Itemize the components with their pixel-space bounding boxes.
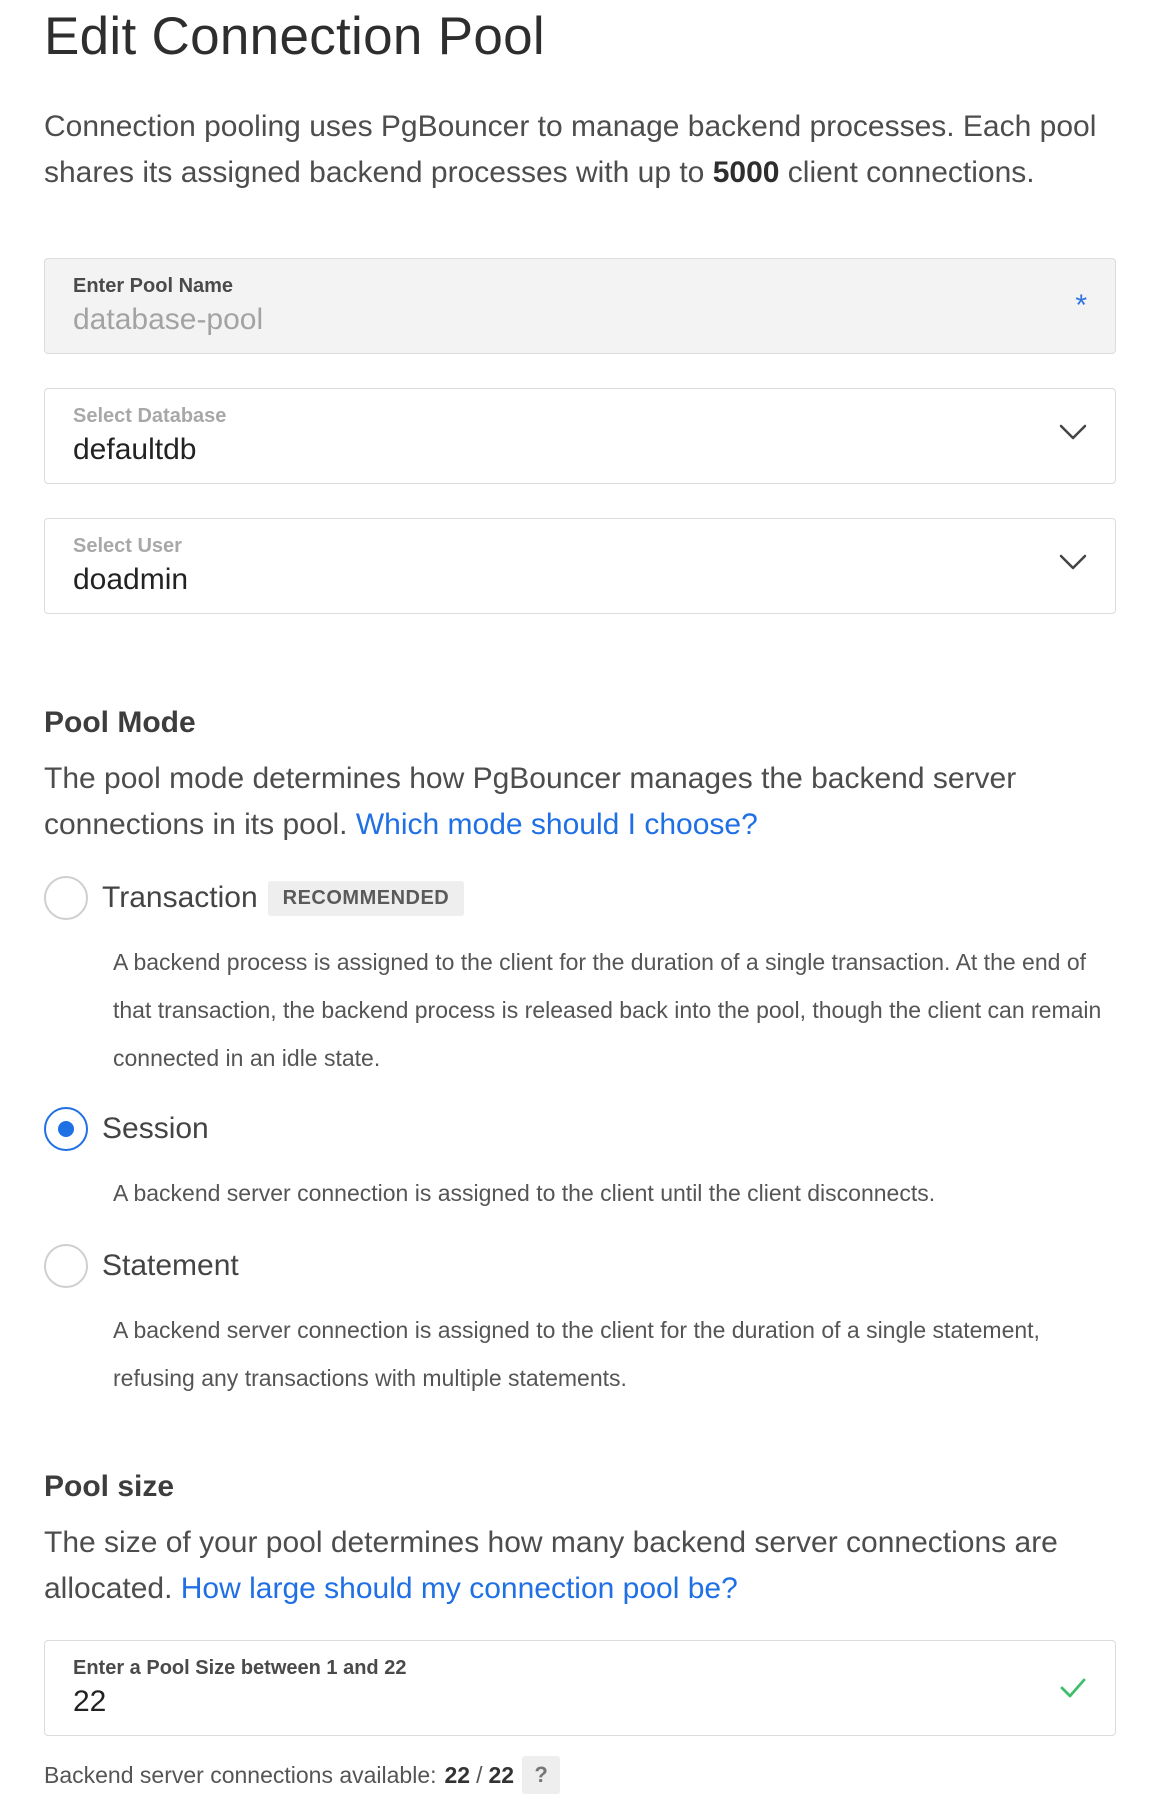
intro-text xyxy=(44,104,1104,196)
statement-label: Statement xyxy=(102,1249,239,1282)
pool-size-input[interactable] xyxy=(44,1640,1116,1736)
checkmark-icon xyxy=(1059,1677,1087,1699)
session-label: Session xyxy=(102,1112,209,1145)
pool-mode-description-text: The pool mode determines how PgBouncer manages the backend server connections in its pool. xyxy=(44,762,1017,841)
pool-mode-help-link[interactable]: Which mode should I choose? xyxy=(355,808,758,841)
radio-option-transaction[interactable] xyxy=(44,876,464,920)
max-clients-value: 5000 xyxy=(712,156,780,189)
chevron-down-icon xyxy=(1059,553,1087,571)
required-asterisk-icon: * xyxy=(1075,289,1087,322)
total-count: 22 xyxy=(488,1761,515,1788)
recommended-badge: RECOMMENDED xyxy=(268,881,465,916)
database-select[interactable] xyxy=(44,388,1116,484)
transaction-radio[interactable] xyxy=(44,876,88,920)
user-select[interactable] xyxy=(44,518,1116,614)
statement-description: A backend server connection is assigned to the client for the duration of a single statement, refusing any transactions with multiple statements. xyxy=(113,1317,1040,1391)
pool-size-heading: Pool size xyxy=(44,1470,175,1503)
session-radio[interactable] xyxy=(44,1107,88,1151)
pool-size-input-label: Enter a Pool Size between 1 and 22 xyxy=(73,1657,407,1679)
pool-size-input-value[interactable]: 22 xyxy=(73,1685,107,1718)
pool-name-field xyxy=(44,258,1116,354)
radio-option-statement[interactable] xyxy=(44,1244,239,1288)
user-select-label: Select User xyxy=(73,535,182,557)
session-description: A backend server connection is assigned to the client until the client disconnects. xyxy=(113,1180,936,1206)
pool-name-value: database-pool xyxy=(73,303,264,336)
intro-text-after: client connections. xyxy=(779,156,1035,189)
pool-mode-description xyxy=(44,756,1114,848)
availability-label: Backend server connections available: xyxy=(44,1761,437,1788)
pool-size-description xyxy=(44,1520,1114,1612)
availability-separator: / xyxy=(476,1761,483,1788)
statement-radio[interactable] xyxy=(44,1244,88,1288)
backend-connections-available xyxy=(44,1756,560,1794)
intro-text-before: Connection pooling uses PgBouncer to manage backend processes. Each pool shares its assigned backend processes with up to xyxy=(44,110,1097,189)
radio-option-session[interactable] xyxy=(44,1107,209,1151)
user-select-value: doadmin xyxy=(73,563,189,596)
database-select-label: Select Database xyxy=(73,405,227,427)
transaction-label: Transaction xyxy=(102,881,258,914)
pool-mode-heading: Pool Mode xyxy=(44,706,196,739)
pool-size-description-text: The size of your pool determines how many backend server connections are allocated. xyxy=(44,1526,1058,1605)
database-select-value: defaultdb xyxy=(73,433,197,466)
pool-size-help-link[interactable]: How large should my connection pool be? xyxy=(180,1572,738,1605)
page-title: Edit Connection Pool xyxy=(44,7,545,66)
available-count: 22 xyxy=(444,1761,471,1788)
pool-name-label: Enter Pool Name xyxy=(73,275,234,297)
transaction-description: A backend process is assigned to the client for the duration of a single transaction. At the end of that transaction, the backend process is released back into the pool, though the client can remain connected in an idle state. xyxy=(113,949,1102,1071)
help-question-button[interactable]: ? xyxy=(522,1756,560,1794)
chevron-down-icon xyxy=(1059,423,1087,441)
